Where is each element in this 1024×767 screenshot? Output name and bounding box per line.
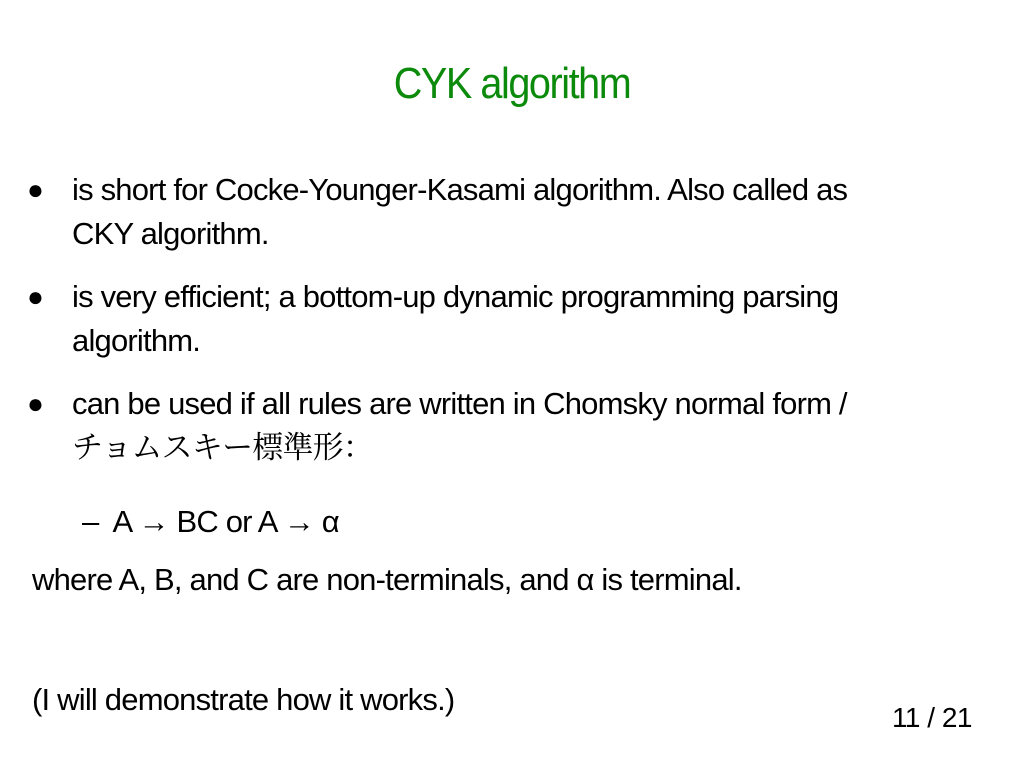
bullet-item bbox=[22, 168, 1012, 256]
bullet-dot-icon: ● bbox=[27, 281, 44, 312]
bullet-line: is short for Cocke-Younger-Kasami algorithm. Also called as bbox=[72, 172, 848, 207]
bullet-item bbox=[22, 275, 1012, 363]
bullet-item bbox=[22, 382, 1012, 470]
demo-text: (I will demonstrate how it works.) bbox=[32, 682, 455, 717]
bullet-line: チョムスキー標準形： bbox=[72, 430, 374, 465]
page-number: 11 / 21 bbox=[891, 702, 972, 733]
bullet-list bbox=[22, 168, 1012, 470]
rule-text: A → BC or A → α bbox=[112, 504, 339, 539]
bullet-text bbox=[72, 382, 1012, 470]
bullet-line: is very efficient; a bottom-up dynamic programming parsing bbox=[72, 279, 839, 314]
bullet-line: can be used if all rules are written in Chomsky normal form / bbox=[72, 386, 847, 421]
dash-icon: – bbox=[82, 504, 99, 539]
where-text: where A, B, and C are non-terminals, and α is terminal. bbox=[32, 562, 742, 597]
bullet-dot-icon: ● bbox=[27, 174, 44, 205]
slide-title: CYK algorithm bbox=[393, 59, 631, 108]
bullet-line: CKY algorithm. bbox=[72, 216, 269, 251]
sub-bullet-rule bbox=[82, 500, 339, 544]
bullet-dot-icon: ● bbox=[27, 388, 44, 419]
bullet-line: algorithm. bbox=[72, 323, 201, 358]
bullet-text bbox=[72, 275, 1012, 363]
bullet-text bbox=[72, 168, 1012, 256]
